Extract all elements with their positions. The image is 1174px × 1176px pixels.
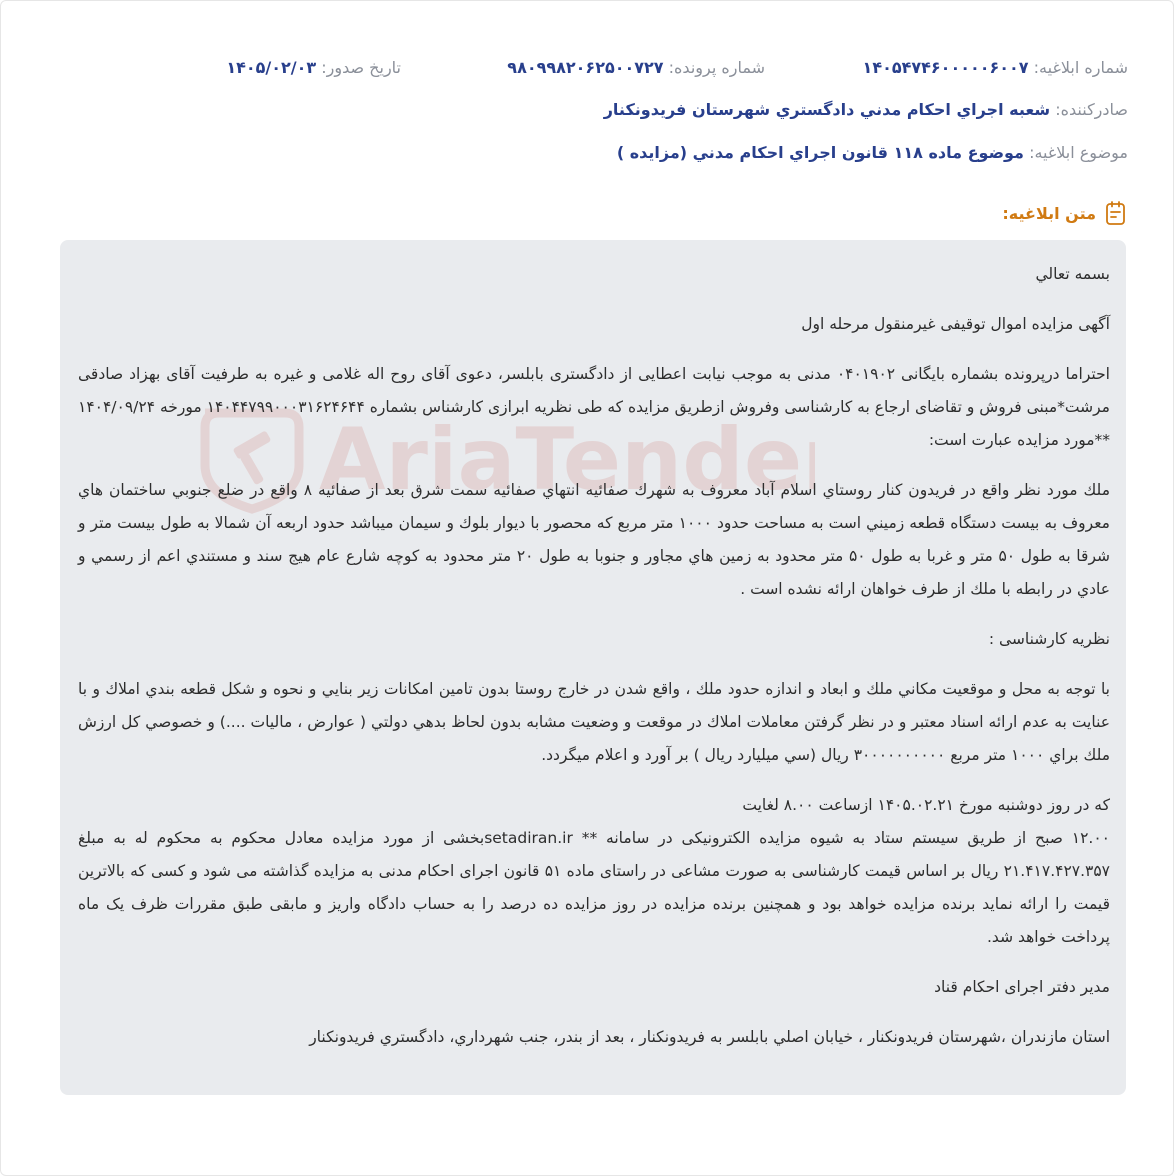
opening-line: بسمه تعالي [1035, 265, 1110, 283]
subject-field [60, 143, 1128, 162]
notice-text-title: متن ابلاغیه: [1002, 203, 1096, 223]
notice-body [78, 258, 1110, 1071]
notice-number-value: ۱۴۰۵۴۷۴۶۰۰۰۰۰۶۰۰۷ [862, 58, 1029, 77]
subject-label: موضوع ابلاغیه: [1029, 143, 1128, 162]
issue-date-value: ۱۴۰۵/۰۲/۰۳ [226, 58, 317, 77]
notice-number-label: شماره ابلاغیه: [1033, 58, 1128, 77]
subject-value: موضوع ماده ۱۱۸ قانون اجراي احكام مدني (مزايده ) [616, 143, 1024, 162]
case-number-value: ۹۸۰۹۹۸۲۰۶۲۵۰۰۷۲۷ [507, 58, 664, 77]
issuer-value: شعبه اجراي احكام مدني دادگستري شهرستان فريدونكنار [603, 100, 1051, 119]
auction-heading: آگهی مزایده اموال توقیفی غیرمنقول مرحله اول [801, 315, 1110, 333]
address-line: استان مازندران ،شهرستان فريدونكنار ، خيابان اصلي بابلسر به فريدونكنار ، بعد از بندر، جنب شهرداري، دادگستري فريدونكنار [309, 1028, 1110, 1046]
expert-opinion-paragraph: با توجه به محل و موقعيت مكاني ملك و ابعاد و اندازه حدود ملك ، واقع شدن در خارج روستا بدون تامين امكانات زير بنايي و نحوه و شكل قطعه بندي املاك و با عنايت به عدم ارائه اسناد معتبر و در نظر گرفتن معاملات املاك در موقعت و وضعيت مشابه بدون لحاظ بدهي دولتي ( عوارض ، ماليات ....) و خصوصي كل ارزش ملك براي ۱۰۰۰ متر مربع ۳۰۰۰۰۰۰۰۰۰۰ ريال (سي ميليارد ريال ) بر آورد و اعلام ميگردد. [78, 680, 1110, 764]
case-number-field [507, 58, 765, 77]
notepad-icon [1104, 200, 1128, 226]
issue-date-field [226, 58, 401, 77]
issuer-field [60, 100, 1128, 119]
case-paragraph: احتراما درپرونده بشماره بایگانی ۰۴۰۱۹۰۲ مدنی به موجب نیابت اعطایی از دادگستری بابلسر، دعوی آقای روح اله غلامی و غیره به طرفیت آقای بهزاد صادقی مرشت*مبنی فروش و تقاضای ارجاع به کارشناسی وفروش ازطریق مزایده که طی نظریه ابرازی کارشناس بشماره ۱۴۰۴۴۷۹۹۰۰۰۳۱۶۲۴۶۴۴ مورخه ۱۴۰۴/۰۹/۲۴ **مورد مزایده عبارت است: [78, 365, 1110, 449]
auction-date-line: که در روز دوشنبه مورخ ۱۴۰۵.۰۲.۲۱ ازساعت ۸.۰۰ لغایت [742, 796, 1110, 814]
property-description: ملك مورد نظر واقع در فريدون كنار روستاي اسلام آباد معروف به شهرك صفائيه انتهاي صفائيه سمت شرق بعد از صفائيه ۸ واقع در ضلع جنوبي ساختمان هاي معروف به بيست دستگاه قطعه زميني است به مساحت حدود ۱۰۰۰ متر مربع كه محصور با ديوار بلوك و سيمان ميباشد حدود اربعه آن شمالا به طول بيست متر و شرقا به طول ۵۰ متر و غربا به طول ۵۰ متر محدود به زمين هاي مجاور و جنوبا به طول ۲۰ متر محدود به كوچه شارع عام هيج سند و مستندي اعم از رسمي و عادي در رابطه با ملك از طرف خواهان ارائه نشده است . [78, 481, 1110, 598]
issue-date-label: تاریخ صدور: [321, 58, 401, 77]
meta-row-ids [60, 58, 1128, 82]
case-number-label: شماره پرونده: [668, 58, 765, 77]
auction-terms-paragraph: ۱۲.۰۰ صبح از طریق سیستم ستاد به شیوه مزایده الکترونیکی در سامانه ** setadiran.irبخشی از مورد مزایده معادل محکوم به محکوم له به مبلغ ۲۱.۴۱۷.۴۲۷.۳۵۷ ریال بر اساس قیمت کارشناسی به صورت مشاعی در راستای ماده ۵۱ قانون اجرای احکام مدنی به مزایده گذاشته می شود و کسی که بالاترین قیمت را ارائه نماید برنده مزایده خواهد بود و همچنین برنده مزایده در روز مزایده ده درصد را به حساب دادگاه واریز و مابقی طبق مقررات ظرف یک ماه پرداخت خواهد شد. [78, 829, 1111, 946]
notice-text-heading [1002, 200, 1128, 226]
issuer-label: صادرکننده: [1055, 100, 1128, 119]
signatory-line: مدیر دفتر اجرای احکام قناد [934, 978, 1110, 996]
notice-number-field [863, 58, 1128, 77]
expert-opinion-heading: نظریه کارشناسی : [988, 630, 1110, 648]
